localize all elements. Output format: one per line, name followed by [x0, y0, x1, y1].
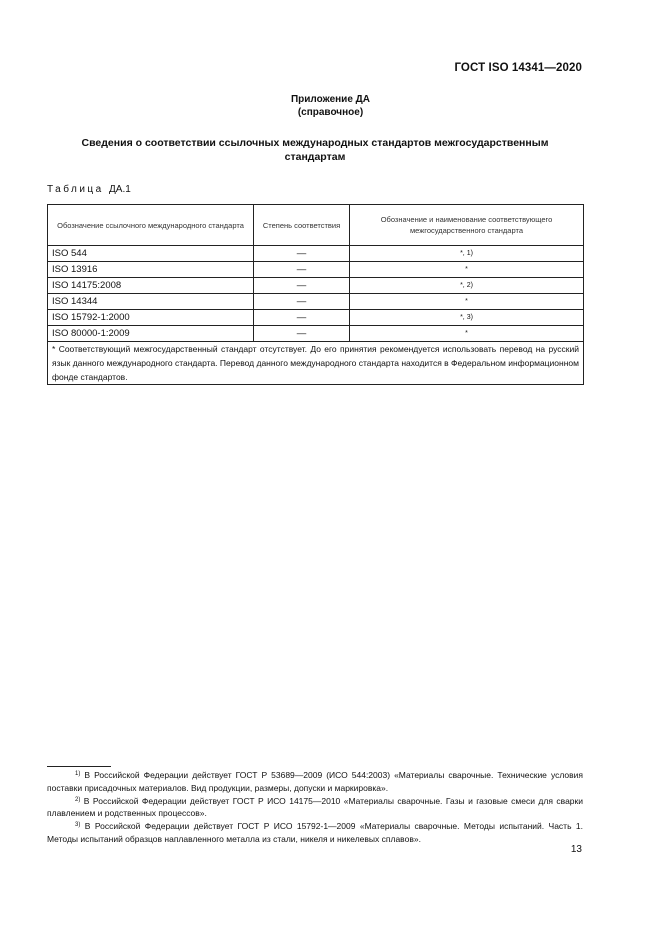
correspondence-table	[47, 204, 584, 385]
header-reference-standard: Обозначение ссылочного международного стандарта	[48, 205, 254, 246]
cell-degree: —	[254, 326, 350, 342]
appendix-type: (справочное)	[297, 107, 364, 118]
cell-degree: —	[254, 246, 350, 262]
cell-degree: —	[254, 278, 350, 294]
table-caption	[47, 184, 131, 195]
footnote-mark: 3)	[75, 822, 81, 828]
appendix-title: Сведения о соответствии ссылочных международных стандартов межгосударственным стандартам	[81, 137, 549, 163]
cell-designation: *, 1)	[350, 246, 584, 262]
table-header-row	[48, 205, 584, 246]
table-note: * Соответствующий межгосударственный стандарт отсутствует. До его принятия рекомендуется использовать перевод на русский язык данного международного стандарта. Перевод данного международного стандарта находится в Федеральном информационном фонде стандартов.	[48, 342, 584, 385]
table-caption-word: Таблица	[47, 184, 104, 195]
footnote-mark: 1)	[75, 771, 81, 777]
cell-standard: ISO 15792-1:2000	[48, 310, 254, 326]
cell-standard: ISO 13916	[48, 262, 254, 278]
cell-standard: ISO 80000-1:2009	[48, 326, 254, 342]
cell-designation: *	[350, 294, 584, 310]
footnote	[47, 795, 583, 820]
cell-designation: *	[350, 262, 584, 278]
cell-designation: *, 3)	[350, 310, 584, 326]
standard-designation-header: ГОСТ ISO 14341—2020	[454, 62, 582, 74]
header-degree-of-correspondence: Степень соответствия	[254, 205, 350, 246]
footnote-separator	[47, 766, 111, 767]
cell-standard: ISO 14344	[48, 294, 254, 310]
cell-standard: ISO 14175:2008	[48, 278, 254, 294]
cell-designation: *, 2)	[350, 278, 584, 294]
cell-degree: —	[254, 310, 350, 326]
table-row	[48, 246, 584, 262]
cell-degree: —	[254, 262, 350, 278]
footnote-mark: 2)	[75, 796, 81, 803]
footnote	[47, 820, 583, 845]
footnote-text: В Российской Федерации действует ГОСТ Р ИСО 15792-1—2009 «Материалы сварочные. Методы испытаний. Часть 1. Методы испытаний образцов наплавленного металла из стали, никеля и никелевых сплавов».	[47, 821, 583, 844]
cell-standard: ISO 544	[48, 246, 254, 262]
table-note-row	[48, 342, 584, 385]
cell-designation: *	[350, 326, 584, 342]
appendix-label: Приложение ДА	[290, 94, 371, 105]
cell-degree: —	[254, 294, 350, 310]
table-row	[48, 278, 584, 294]
appendix-heading	[0, 93, 661, 119]
table-row	[48, 294, 584, 310]
footnote-text: В Российской Федерации действует ГОСТ Р 53689—2009 (ИСО 544:2003) «Материалы сварочные. Технические условия поставки присадочных материалов. Вид продукции, размеры, допуски и маркировка».	[47, 770, 583, 793]
page-number: 13	[570, 844, 582, 855]
footnote	[47, 769, 583, 794]
table-row	[48, 262, 584, 278]
header-interstate-standard: Обозначение и наименование соответствующего межгосударственного стандарта	[350, 205, 584, 246]
table-row	[48, 326, 584, 342]
footnote-text: В Российской Федерации действует ГОСТ Р ИСО 14175—2010 «Материалы сварочные. Газы и газовые смеси для сварки плавлением и родственных процессов».	[47, 795, 583, 818]
table-caption-number: ДА.1	[109, 184, 131, 195]
footnotes	[47, 769, 583, 846]
table-row	[48, 310, 584, 326]
